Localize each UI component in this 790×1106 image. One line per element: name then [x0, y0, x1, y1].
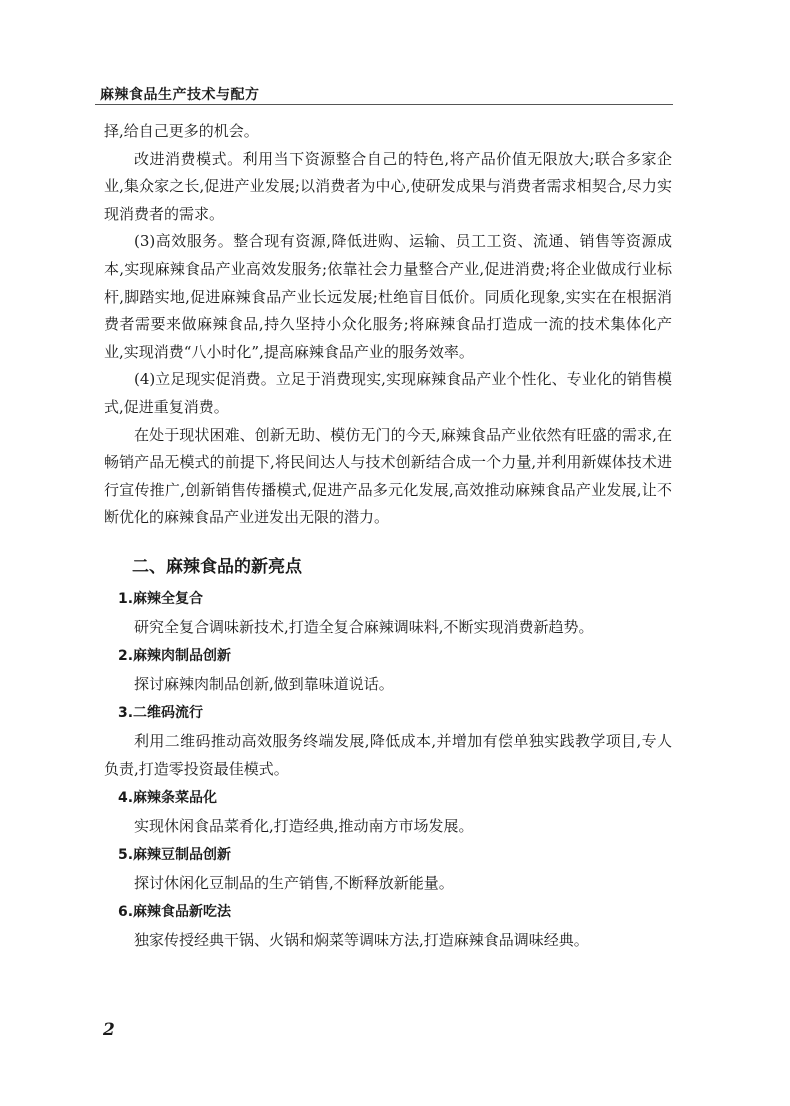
item-text: 独家传授经典干锅、火锅和焖菜等调味方法,打造麻辣食品调味经典。 [134, 930, 589, 949]
item-text: 研究全复合调味新技术,打造全复合麻辣调味料,不断实现消费新趋势。 [134, 617, 594, 636]
body-paragraph: 在处于现状困难、创新无助、模仿无门的今天,麻辣食品产业依然有旺盛的需求,在畅销产品无模式的前提下,将民间达人与技术创新结合成一个力量,并利用新媒体技术进行宣传推广,创新销售传播模式,促进产品多元化发展,高效推动麻辣食品产业发展,让不断优化的麻辣食品产业迸发出无限的潜力。 [104, 425, 672, 527]
section-heading: 二、麻辣食品的新亮点 [132, 556, 302, 577]
item-text: 探讨麻辣肉制品创新,做到靠味道说话。 [134, 674, 394, 693]
item-heading: 4.麻辣条菜品化 [118, 789, 218, 806]
item-text: 利用二维码推动高效服务终端发展,降低成本,并增加有偿单独实践教学项目,专人负责,打造零投资最佳模式。 [104, 731, 672, 778]
body-paragraph: 择,给自己更多的机会。 [104, 122, 259, 140]
page-number: 2 [103, 1020, 115, 1040]
page-body [104, 118, 672, 956]
body-paragraph: (4)立足现实促消费。立足于消费现实,实现麻辣食品产业个性化、专业化的销售模式,促进重复消费。 [104, 370, 672, 416]
item-text: 实现休闲食品菜肴化,打造经典,推动南方市场发展。 [134, 816, 474, 835]
item-heading: 3.二维码流行 [118, 704, 204, 721]
running-head-title: 麻辣食品生产技术与配方 [100, 87, 260, 103]
body-paragraph: (3)高效服务。整合现有资源,降低进购、运输、员工工资、流通、销售等资源成本,实现麻辣食品产业高效发服务;依靠社会力量整合产业,促进消费;将企业做成行业标杆,脚踏实地,促进麻辣食品产业长远发展;杜绝盲目低价。同质化现象,实实在在根据消费者需要来做麻辣食品,持久坚持小众化服务;将麻辣食品打造成一流的技术集体化产业,实现消费“八小时化”,提高麻辣食品产业的服务效率。 [104, 232, 672, 361]
item-heading: 1.麻辣全复合 [118, 590, 204, 607]
item-heading: 2.麻辣肉制品创新 [118, 647, 232, 664]
item-text: 探讨休闲化豆制品的生产销售,不断释放新能量。 [134, 873, 454, 892]
item-heading: 5.麻辣豆制品创新 [118, 846, 232, 863]
item-heading: 6.麻辣食品新吃法 [118, 903, 232, 920]
body-paragraph: 改进消费模式。利用当下资源整合自己的特色,将产品价值无限放大;联合多家企业,集众家之长,促进产业发展;以消费者为中心,使研发成果与消费者需求相契合,尽力实现消费者的需求。 [104, 149, 672, 223]
header-rule [95, 104, 673, 105]
